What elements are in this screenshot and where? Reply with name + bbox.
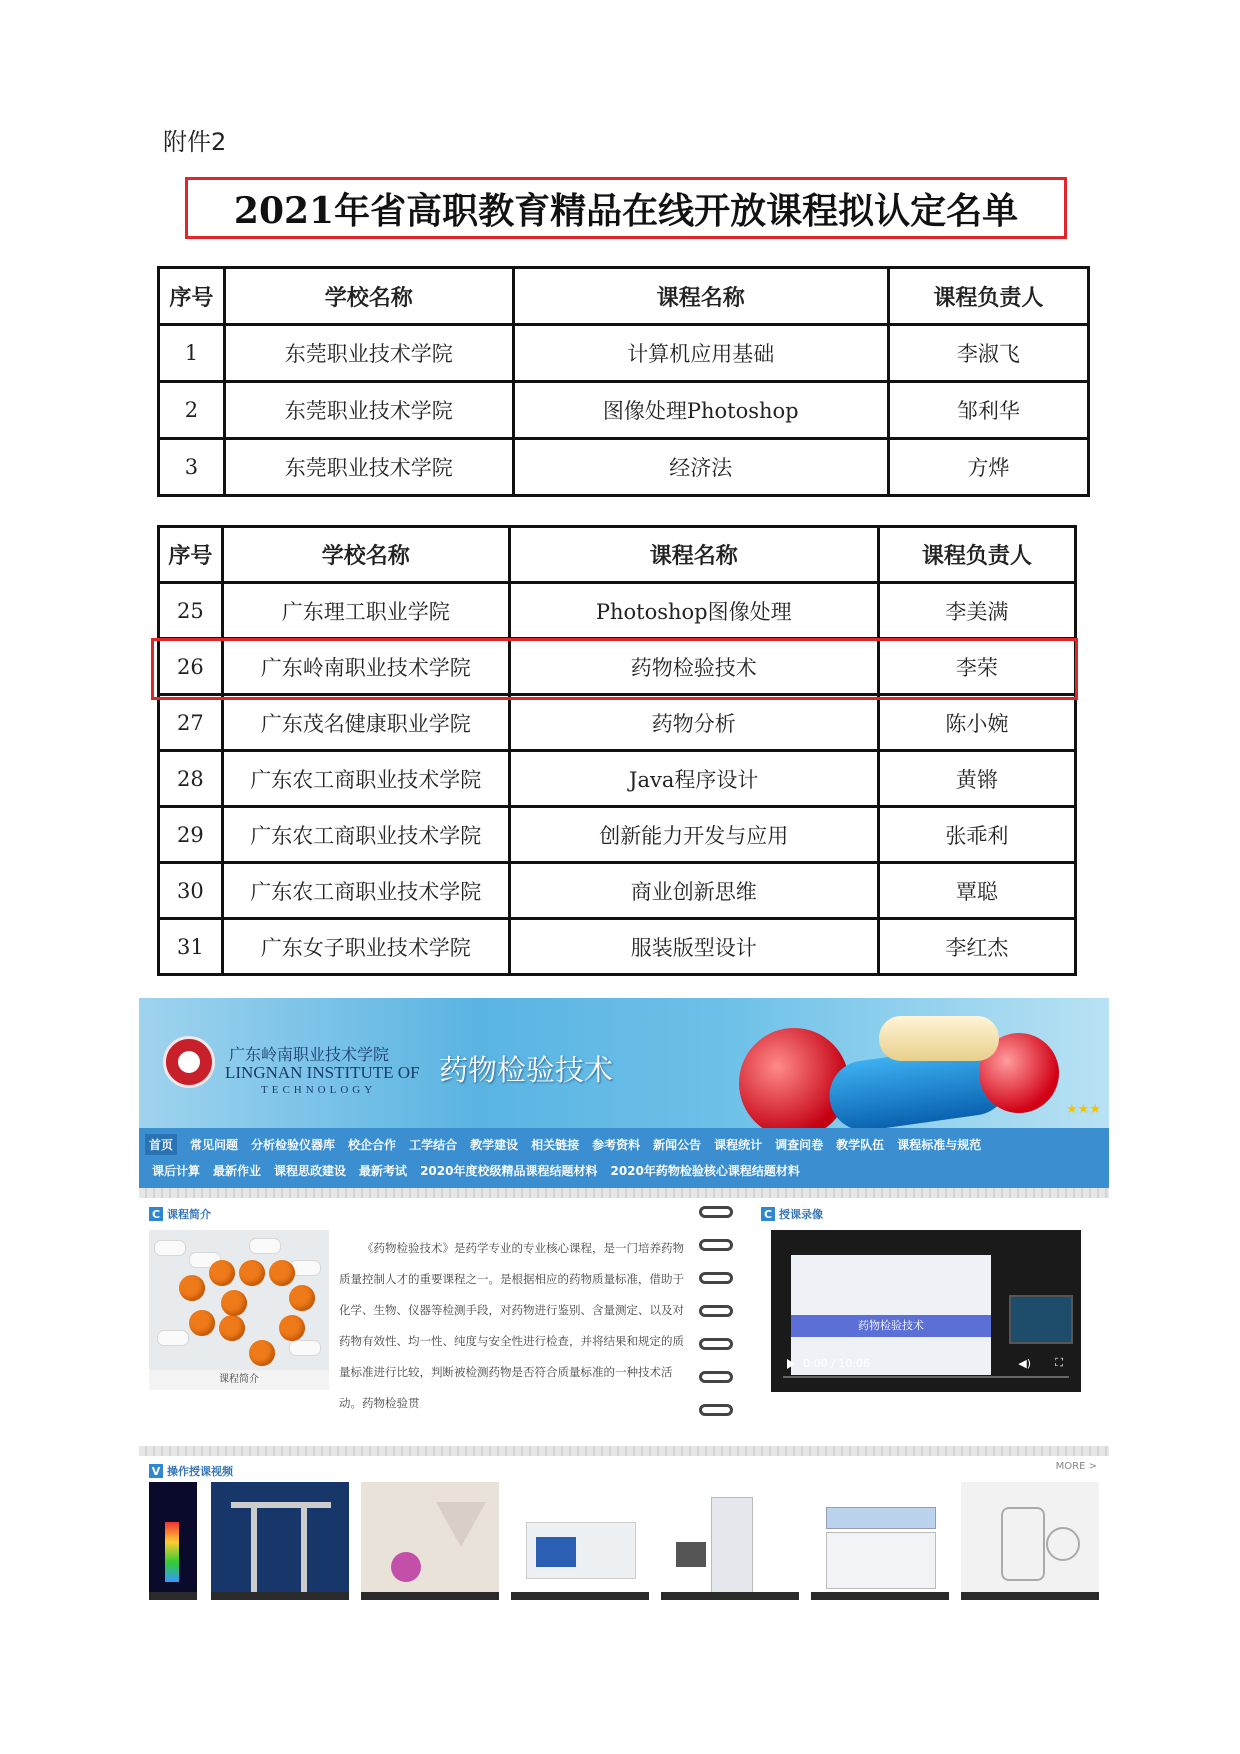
video-progress-bar[interactable] — [783, 1376, 1069, 1378]
video-gallery — [149, 1482, 1099, 1600]
cell-index: 1 — [159, 325, 225, 382]
section-c-icon: C — [149, 1207, 163, 1221]
cell-course: 经济法 — [513, 439, 888, 496]
section-v-icon: V — [149, 1464, 163, 1478]
nav-item[interactable]: 分析检验仪器库 — [251, 1137, 336, 1152]
header-course: 课程名称 — [509, 527, 878, 583]
table-header-row — [159, 268, 1089, 325]
cell-course: Java程序设计 — [509, 751, 878, 807]
divider-strip — [139, 1446, 1109, 1456]
cell-index: 26 — [159, 639, 223, 695]
table-row — [159, 751, 1076, 807]
cell-index: 31 — [159, 919, 223, 975]
nav-item[interactable]: 新闻公告 — [653, 1137, 702, 1152]
cell-school: 东莞职业技术学院 — [224, 325, 513, 382]
video-heading-label: 授课录像 — [779, 1208, 823, 1221]
cell-index: 29 — [159, 807, 223, 863]
cell-school: 广东农工商职业技术学院 — [222, 863, 509, 919]
course-website-screenshot — [139, 998, 1109, 1601]
cell-index: 2 — [159, 382, 225, 439]
video-thumbnail — [1009, 1295, 1073, 1344]
cell-index: 27 — [159, 695, 223, 751]
document-title: 2021年省高职教育精品在线开放课程拟认定名单 — [185, 177, 1067, 239]
videos-heading — [149, 1463, 233, 1479]
nav-item[interactable]: 调查问卷 — [775, 1137, 824, 1152]
nav-row-2 — [139, 1158, 800, 1182]
row-highlight-box — [151, 638, 1078, 700]
table-row — [159, 325, 1089, 382]
fullscreen-icon[interactable]: ⛶ — [1055, 1356, 1063, 1369]
gallery-item[interactable] — [361, 1482, 499, 1600]
cell-course: 商业创新思维 — [509, 863, 878, 919]
site-nav — [139, 1128, 1109, 1188]
videos-heading-label: 操作授课视频 — [167, 1465, 233, 1478]
header-school: 学校名称 — [224, 268, 513, 325]
cell-leader: 李美满 — [878, 583, 1075, 639]
nav-item[interactable]: 常见问题 — [190, 1137, 239, 1152]
cell-index: 25 — [159, 583, 223, 639]
cell-school: 广东理工职业学院 — [222, 583, 509, 639]
cell-school: 东莞职业技术学院 — [224, 439, 513, 496]
banner-course-title: 药物检验技术 — [439, 1053, 614, 1087]
cell-index: 28 — [159, 751, 223, 807]
nav-item[interactable]: 课后计算 — [152, 1163, 201, 1178]
cell-course: 药物检验技术 — [509, 639, 878, 695]
nav-item[interactable]: 相关链接 — [531, 1137, 580, 1152]
table-row — [159, 863, 1076, 919]
header-leader: 课程负责人 — [888, 268, 1088, 325]
video-heading — [761, 1206, 823, 1222]
cell-course: Photoshop图像处理 — [509, 583, 878, 639]
nav-item[interactable]: 2020年药物检验核心课程结题材料 — [610, 1163, 800, 1178]
intro-heading — [149, 1206, 211, 1222]
header-leader: 课程负责人 — [878, 527, 1075, 583]
header-school: 学校名称 — [222, 527, 509, 583]
school-name-en: LINGNAN INSTITUTE OF — [225, 1063, 420, 1082]
cell-school: 广东岭南职业技术学院 — [222, 639, 509, 695]
cell-school: 广东农工商职业技术学院 — [222, 751, 509, 807]
course-table-1 — [157, 266, 1090, 497]
nav-row-1 — [139, 1132, 981, 1156]
cell-leader: 邹利华 — [888, 382, 1088, 439]
play-icon[interactable] — [787, 1359, 795, 1369]
nav-item[interactable]: 工学结合 — [409, 1137, 458, 1152]
star-icons: ★★★ — [1066, 1102, 1101, 1117]
intro-image-caption: 课程简介 — [149, 1370, 329, 1390]
cell-leader: 陈小婉 — [878, 695, 1075, 751]
school-name-en-line2: TECHNOLOGY — [261, 1084, 377, 1096]
intro-text: 《药物检验技术》是药学专业的专业核心课程，是一门培养药物质量控制人才的重要课程之一。是根据相应的药物质量标准，借助于化学、生物、仪器等检测手段，对药物进行鉴别、含量测定、以及对药物有效性、均一性、纯度与安全性进行检查，并将结果和规定的质量标准进行比较，判断被检测药物是否符合质量标准的一种技术活动。药物检验贯 — [339, 1241, 684, 1410]
gallery-item[interactable] — [511, 1482, 649, 1600]
nav-item[interactable]: 最新作业 — [213, 1163, 262, 1178]
table-header-row — [159, 527, 1076, 583]
gallery-item[interactable] — [811, 1482, 949, 1600]
cell-leader: 黄锵 — [878, 751, 1075, 807]
nav-item-home[interactable]: 首页 — [145, 1134, 177, 1155]
table-row — [159, 439, 1089, 496]
video-slide-title: 药物检验技术 — [791, 1315, 991, 1337]
header-index: 序号 — [159, 527, 223, 583]
nav-item[interactable]: 课程统计 — [714, 1137, 763, 1152]
nav-item[interactable]: 教学建设 — [470, 1137, 519, 1152]
site-banner — [139, 998, 1109, 1128]
more-link[interactable]: MORE > — [1055, 1461, 1097, 1472]
divider-strip — [139, 1188, 1109, 1198]
cell-school: 广东农工商职业技术学院 — [222, 807, 509, 863]
cell-leader: 张乖利 — [878, 807, 1075, 863]
cell-leader: 方烨 — [888, 439, 1088, 496]
cell-leader: 李红杰 — [878, 919, 1075, 975]
cell-course: 创新能力开发与应用 — [509, 807, 878, 863]
cell-index: 3 — [159, 439, 225, 496]
section-c-icon: C — [761, 1207, 775, 1221]
nav-item[interactable]: 课程标准与规范 — [897, 1137, 982, 1152]
school-name-cn: 广东岭南职业技术学院 — [229, 1045, 390, 1064]
school-logo — [163, 1036, 215, 1088]
cell-leader: 李荣 — [878, 639, 1075, 695]
nav-item[interactable]: 校企合作 — [348, 1137, 397, 1152]
cell-course: 药物分析 — [509, 695, 878, 751]
cell-course: 图像处理Photoshop — [513, 382, 888, 439]
gallery-item[interactable] — [961, 1482, 1099, 1600]
pill-yellow-image — [879, 1016, 999, 1061]
intro-image[interactable] — [149, 1230, 329, 1390]
table-row — [159, 807, 1076, 863]
cell-course: 计算机应用基础 — [513, 325, 888, 382]
header-course: 课程名称 — [513, 268, 888, 325]
table-row — [159, 919, 1076, 975]
cell-leader: 覃聪 — [878, 863, 1075, 919]
table-row — [159, 382, 1089, 439]
header-index: 序号 — [159, 268, 225, 325]
video-player[interactable] — [771, 1230, 1081, 1392]
cell-course: 服装版型设计 — [509, 919, 878, 975]
table-row — [159, 583, 1076, 639]
attachment-label: 附件2 — [163, 128, 227, 156]
volume-icon[interactable]: ◀) — [1018, 1357, 1031, 1370]
nav-item[interactable]: 教学队伍 — [836, 1137, 885, 1152]
nav-item[interactable]: 2020年度校级精品课程结题材料 — [420, 1163, 598, 1178]
table-row — [159, 695, 1076, 751]
gallery-item[interactable] — [661, 1482, 799, 1600]
nav-item[interactable]: 最新考试 — [359, 1163, 408, 1178]
cell-index: 30 — [159, 863, 223, 919]
cell-school: 广东女子职业技术学院 — [222, 919, 509, 975]
gallery-item[interactable] — [211, 1482, 349, 1600]
cell-school: 广东茂名健康职业学院 — [222, 695, 509, 751]
video-time: 0:00 / 10:06 — [803, 1357, 871, 1370]
cell-leader: 李淑飞 — [888, 325, 1088, 382]
nav-item[interactable]: 参考资料 — [592, 1137, 641, 1152]
cell-school: 东莞职业技术学院 — [224, 382, 513, 439]
gallery-item[interactable] — [149, 1482, 197, 1600]
intro-heading-label: 课程简介 — [167, 1208, 211, 1221]
nav-item[interactable]: 课程思政建设 — [274, 1163, 347, 1178]
binder-rings — [699, 1206, 735, 1416]
course-table-2 — [157, 525, 1077, 976]
